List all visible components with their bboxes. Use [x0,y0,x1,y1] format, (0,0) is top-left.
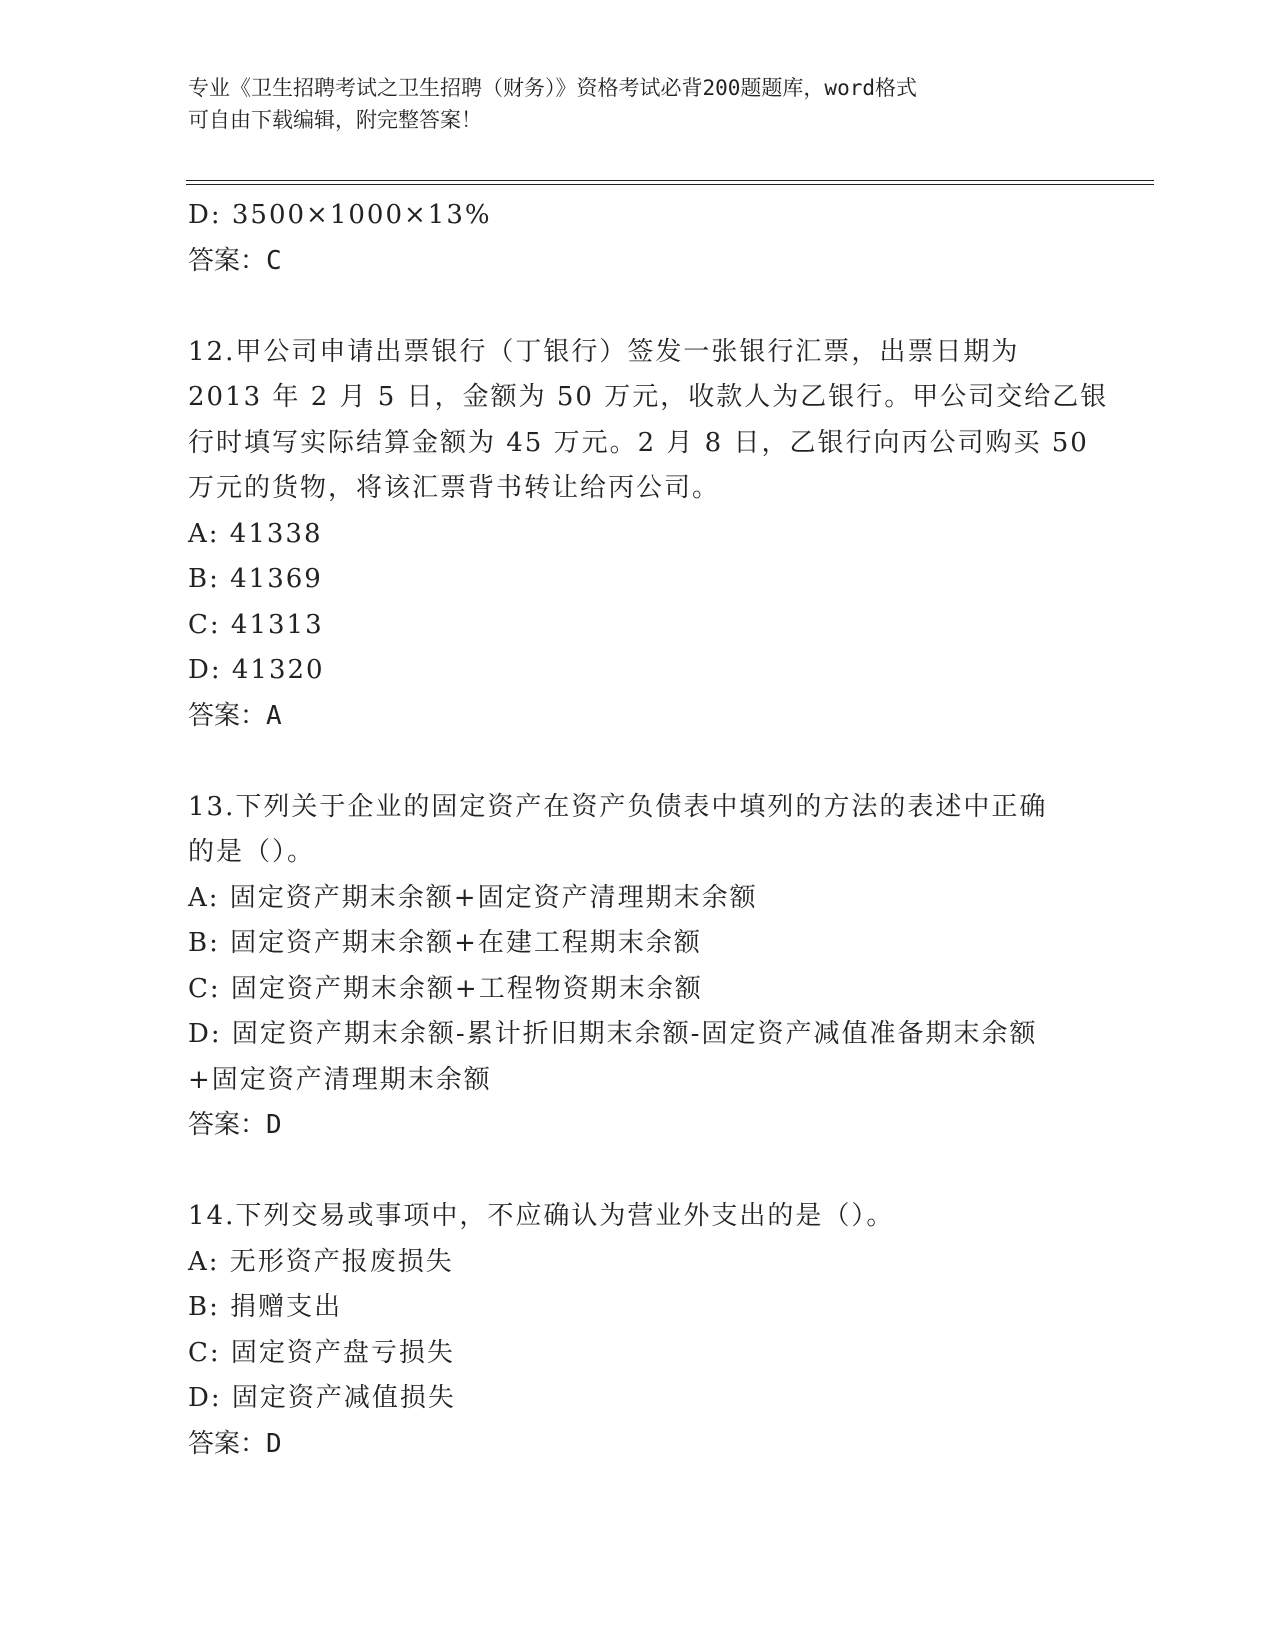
spacer [188,739,1088,785]
question-12-stem-line-4: 万元的货物，将该汇票背书转让给丙公司。 [188,473,721,503]
question-content [188,193,1109,1467]
question-13-option-c: C: 固定资产期末余额+工程物资期末余额 [188,973,703,1004]
question-12-stem-line-2: 2013 年 2 月 5 日，金额为 50 万元，收款人为乙银行。甲公司交给乙银 [188,382,1109,412]
header-title-line-2: 可自由下载编辑，附完整答案！ [188,108,482,132]
question-13-option-a: A: 固定资产期末余额+固定资产清理期末余额 [188,882,758,913]
question-13-option-d-continued: +固定资产清理期末余额 [188,1064,492,1095]
question-14-answer: 答案：D [188,1428,282,1459]
spacer [188,1149,1088,1195]
question-14-option-a: A: 无形资产报废损失 [188,1246,454,1277]
question-13-option-d: D: 固定资产期末余额-累计折旧期末余额-固定资产减值准备期末余额 [188,1019,1038,1049]
page-header [188,72,1068,136]
question-14-option-d: D: 固定资产减值损失 [188,1383,456,1413]
question-13-stem-line-1: 13.下列关于企业的固定资产在资产负债表中填列的方法的表述中正确 [188,791,1048,822]
prev-answer: 答案：C [188,245,282,276]
question-12-stem-line-3: 行时填写实际结算金额为 45 万元。2 月 8 日，乙银行向丙公司购买 50 [188,427,1089,458]
question-14-stem-line-1: 14.下列交易或事项中，不应确认为营业外支出的是（）。 [188,1201,895,1231]
question-12-stem-line-1: 12.甲公司申请出票银行（丁银行）签发一张银行汇票，出票日期为 [188,336,1020,367]
header-title-line-1: 专业《卫生招聘考试之卫生招聘（财务）》资格考试必背200题题库，word格式 [188,76,917,100]
question-12-answer: 答案：A [188,700,282,731]
question-13-answer: 答案：D [188,1110,282,1140]
question-13-option-b: B: 固定资产期末余额+在建工程期末余额 [188,928,702,958]
question-13 [188,785,1088,1149]
question-12-option-a: A: 41338 [188,518,323,549]
question-12 [188,330,1109,740]
question-12-option-c: C: 41313 [188,609,324,640]
question-14-option-b: B: 捐赠支出 [188,1292,343,1322]
question-14-option-c: C: 固定资产盘亏损失 [188,1337,455,1368]
question-14 [188,1194,1088,1467]
spacer [188,284,1088,330]
question-12-option-b: B: 41369 [188,564,323,594]
header-divider [186,180,1154,185]
prev-option-d: D: 3500×1000×13% [188,200,492,230]
question-12-option-d: D: 41320 [188,655,325,685]
question-13-stem-line-2: 的是（）。 [188,837,316,867]
